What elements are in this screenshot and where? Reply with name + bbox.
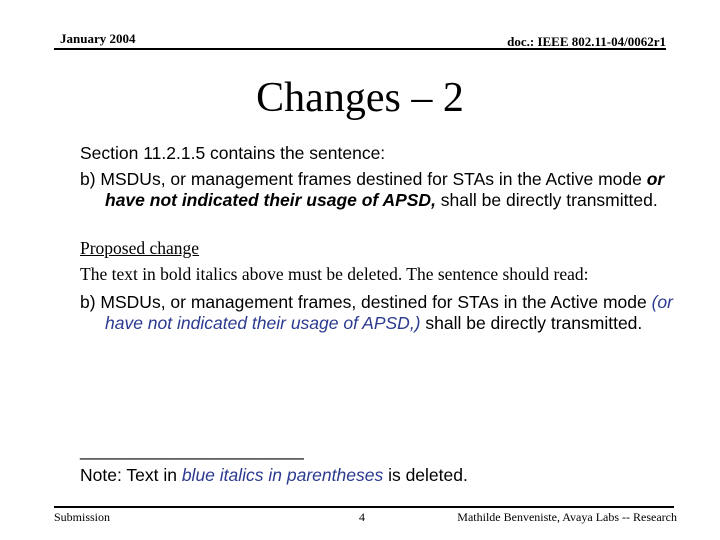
footer-rule (54, 506, 674, 508)
paragraph-section-intro: Section 11.2.1.5 contains the sentence: (80, 143, 386, 163)
original-sentence-part-1: b) MSDUs, or management frames destined for STAs in the Active mode (80, 169, 647, 189)
revised-sentence-part-1: b) MSDUs, or management frames, destined for STAs in the Active mode (80, 292, 652, 312)
slide-title: Changes – 2 (256, 75, 464, 121)
header-rule (54, 48, 666, 50)
header-date: January 2004 (60, 31, 136, 46)
header-doc-id: doc.: IEEE 802.11-04/0062r1 (507, 34, 666, 49)
note-separator-line: _______________________ (80, 440, 304, 460)
note-part-3: is deleted. (383, 465, 468, 485)
original-sentence-bold-italic: or have not indicated their usage of APSD, (105, 169, 665, 210)
paragraph-original-sentence (80, 169, 705, 211)
paragraph-instruction: The text in bold italics above must be deleted. The sentence should read: (80, 264, 589, 284)
footer-submission: Submission (54, 510, 111, 524)
revised-sentence-part-3: shall be directly transmitted. (420, 313, 643, 333)
paragraph-revised-sentence (80, 292, 705, 334)
footer-author: Mathilde Benveniste, Avaya Labs -- Research (457, 510, 677, 524)
paragraph-proposed-change: Proposed change (80, 238, 200, 258)
original-sentence-part-3: shall be directly transmitted. (435, 190, 658, 210)
note-blue-italic-text: blue italics in parentheses (181, 465, 384, 485)
footer-page-number: 4 (359, 510, 365, 524)
paragraph-note (80, 465, 680, 486)
revised-sentence-deleted-text: (or have not indicated their usage of APSD,) (105, 292, 673, 333)
note-part-1: Note: Text in (80, 465, 182, 485)
